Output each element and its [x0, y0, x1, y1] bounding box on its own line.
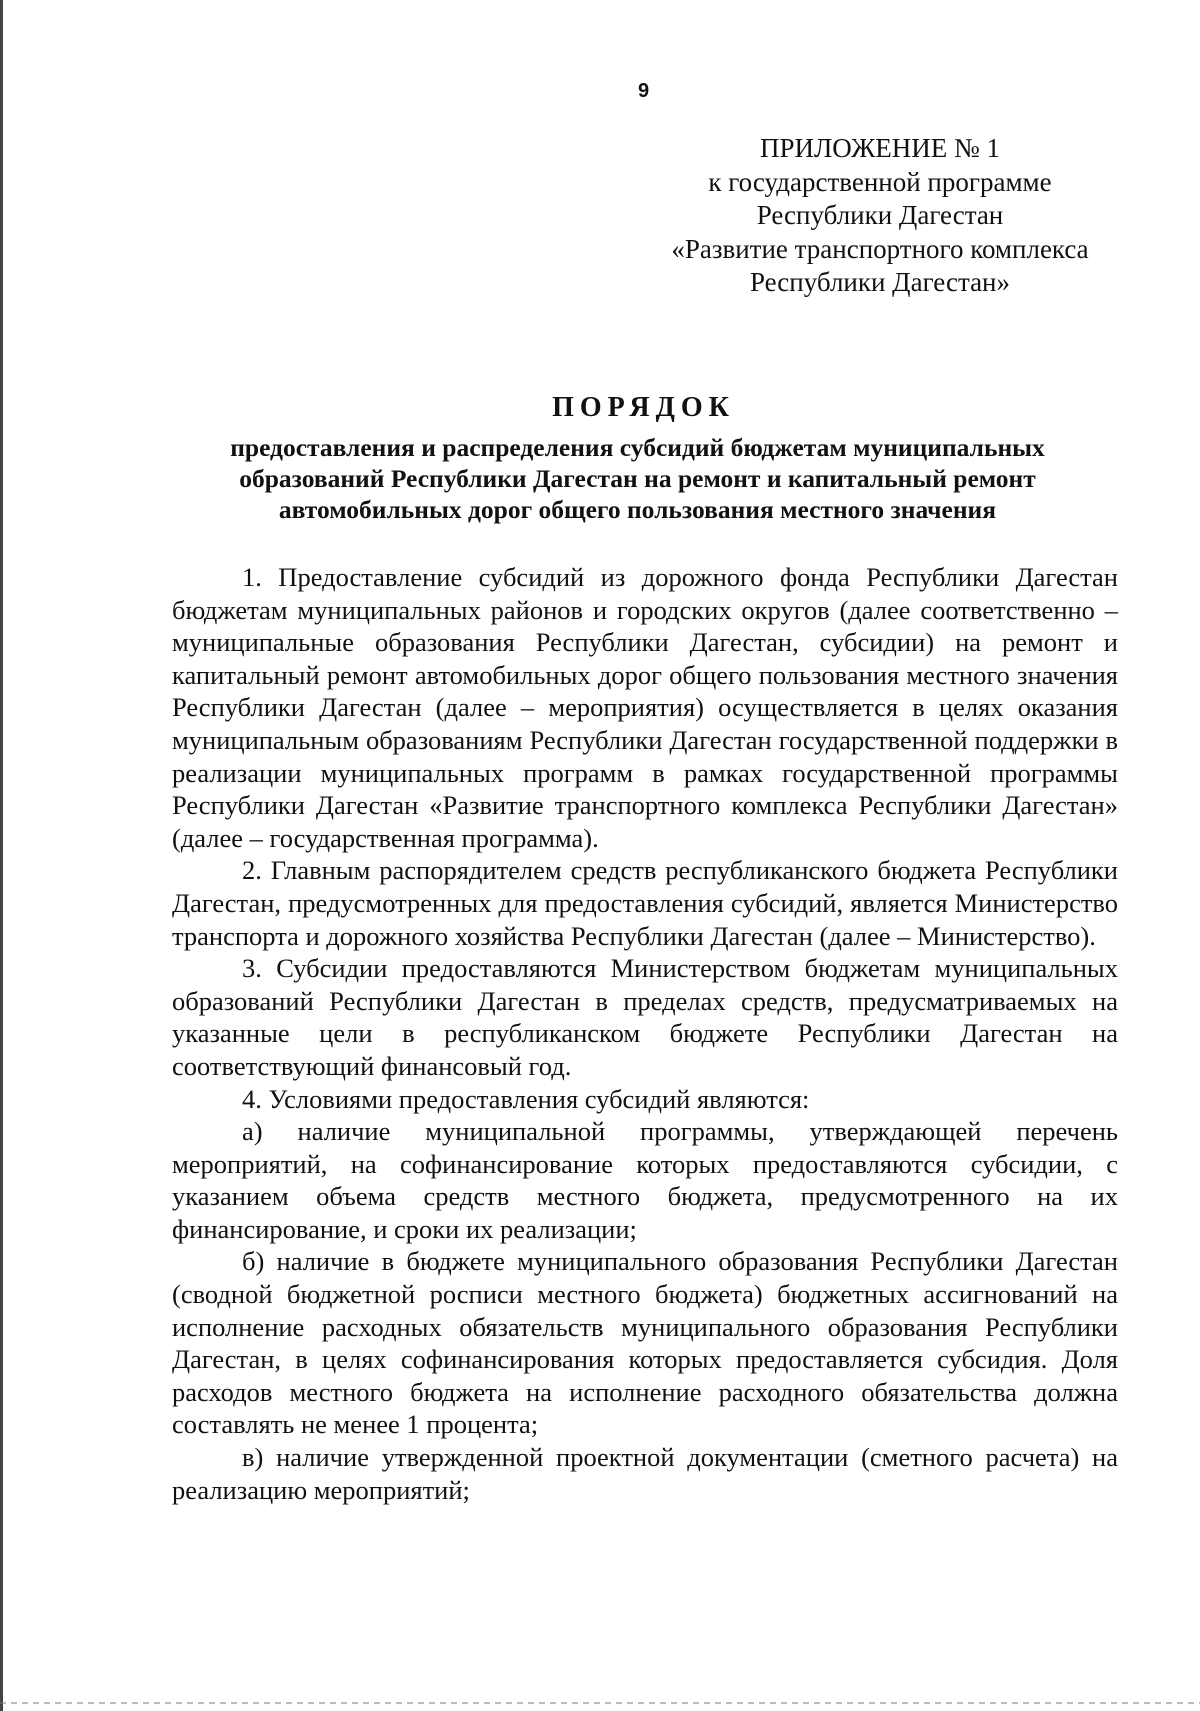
scan-edge-bottom: [0, 1702, 1200, 1704]
scan-edge-left: [0, 0, 3, 1711]
paragraph-4a: а) наличие муниципальной программы, утверждающей перечень мероприятий, на софинансирование которых предоставляются субсидии, с указанием объема средств местного бюджета, предусмотренного на их финансирование, и сроки их реализации;: [172, 1116, 1118, 1244]
document-title: ПОРЯДОК: [552, 392, 735, 423]
appendix-header: [640, 132, 1120, 300]
paragraph-2: 2. Главным распорядителем средств республиканского бюджета Республики Дагестан, предусмотренных для предоставления субсидий, является Министерство транспорта и дорожного хозяйства Республики Дагестан (далее – Министерство).: [172, 855, 1118, 951]
paragraph-4: 4. Условиями предоставления субсидий являются:: [242, 1083, 810, 1114]
appendix-line: ПРИЛОЖЕНИЕ № 1: [759, 133, 1001, 163]
appendix-line: Республики Дагестан: [756, 200, 1004, 230]
document-subtitle: [150, 432, 1125, 525]
appendix-line: Республики Дагестан»: [749, 267, 1011, 297]
paragraph-4c: в) наличие утвержденной проектной документации (сметного расчета) на реализацию мероприятий;: [172, 1442, 1118, 1505]
appendix-line: к государственной программе: [708, 166, 1052, 197]
paragraph-1: 1. Предоставление субсидий из дорожного фонда Республики Дагестан бюджетам муниципальных районов и городских округов (далее соответственно – муниципальные образования Республики Дагестан, субсидии) на ремонт и капитальный ремонт автомобильных дорог общего пользования местного значения Республики Дагестан (далее – мероприятия) осуществляется в целях оказания муниципальным образованиям Республики Дагестан государственной поддержки в реализации муниципальных программ в рамках государственной программы Республики Дагестан «Развитие транспортного комплекса Республики Дагестан» (далее – государственная программа).: [172, 562, 1118, 853]
page-number: 9: [637, 80, 650, 102]
paragraph-3: 3. Субсидии предоставляются Министерством бюджетам муниципальных образований Республики Дагестан в пределах средств, предусматриваемых на указанные цели в республиканском бюджете Республики Дагестан на соответствующий финансовый год.: [172, 953, 1118, 1081]
subtitle-line: образований Республики Дагестан на ремонт и капитальный ремонт: [239, 464, 1036, 493]
paragraph-4b: б) наличие в бюджете муниципального образования Республики Дагестан (сводной бюджетной росписи местного бюджета) бюджетных ассигнований на исполнение расходных обязательств муниципального образования Республики Дагестан, в целях софинансирования которых предоставляется субсидия. Доля расходов местного бюджета на исполнение расходного обязательства должна составлять не менее 1 процента;: [172, 1246, 1118, 1440]
document-body: [172, 561, 1118, 1506]
appendix-line: «Развитие транспортного комплекса: [671, 233, 1089, 264]
subtitle-line: автомобильных дорог общего пользования местного значения: [278, 495, 997, 524]
subtitle-line: предоставления и распределения субсидий бюджетам муниципальных: [230, 433, 1045, 462]
